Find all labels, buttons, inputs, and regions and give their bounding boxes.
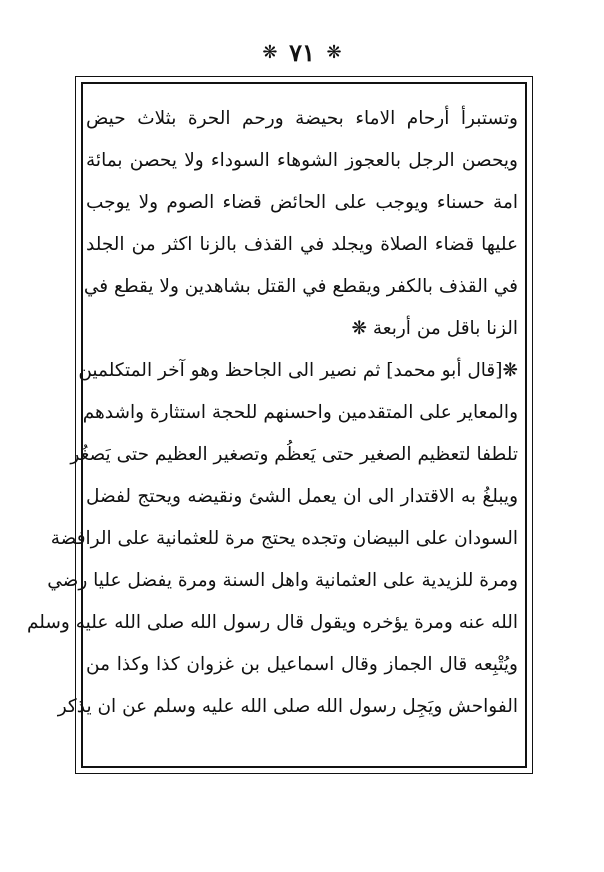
text-line: الزنا باقل من أربعة ❋ bbox=[351, 318, 518, 339]
text-line: ومرة للزيدية على العثمانية واهل السنة ومرة يفضل عليا رضي bbox=[47, 570, 518, 591]
text-line: في القذف بالكفر ويقطع في القتل بشاهدين ولا يقطع في bbox=[83, 276, 518, 297]
text-line: ❋[قال أبو محمد] ثم نصير الى الجاحظ وهو آخر المتكلمين bbox=[78, 360, 518, 381]
text-line: تلطفا لتعظيم الصغير حتى يَعظُم وتصغير العظيم حتى يَصغُر bbox=[70, 444, 518, 465]
page-header bbox=[0, 36, 604, 68]
body-text bbox=[26, 98, 518, 728]
text-line: امة حسناء ويوجب على الحائض قضاء الصوم ولا يوجب bbox=[86, 192, 518, 213]
text-line: عليها قضاء الصلاة ويجلد في القذف بالزنا اكثر من الجلد bbox=[86, 234, 518, 255]
ornament-right-icon: ❋ bbox=[326, 41, 342, 63]
text-line: والمعاير على المتقدمين واحسنهم للحجة استثارة واشدهم bbox=[82, 402, 518, 423]
ornament-left-icon: ❋ bbox=[262, 41, 278, 63]
text-line: الله عنه ومرة يؤخره ويقول قال رسول الله صلى الله عليه وسلم bbox=[26, 612, 518, 633]
page-number: ٧١ bbox=[289, 37, 315, 67]
text-line: ويبلغُ به الاقتدار الى ان يعمل الشئ ونقيضه ويحتج لفضل bbox=[86, 486, 518, 507]
text-line: ويحصن الرجل بالعجوز الشوهاء السوداء ولا يحصن بمائة bbox=[86, 150, 518, 171]
text-line: ويُتْبِعه قال الجماز وقال اسماعيل بن غزوان كذا وكذا من bbox=[86, 654, 518, 675]
text-line: وتستبرأ أرحام الاماء بحيضة ورحم الحرة بثلاث حيض bbox=[86, 108, 518, 129]
text-line: الفواحش ويَجِل رسول الله صلى الله عليه وسلم عن ان يذكر bbox=[57, 696, 518, 717]
text-line: السودان على البيضان وتجده يحتج مرة للعثمانية على الرافضة bbox=[50, 528, 518, 549]
